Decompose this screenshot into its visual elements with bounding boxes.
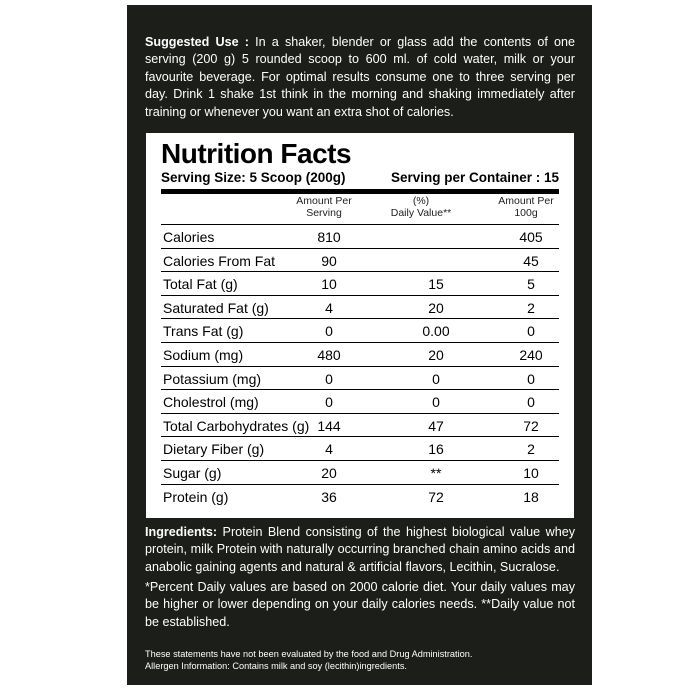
daily-value: 20 bbox=[428, 346, 444, 363]
column-header-line: (%) bbox=[412, 195, 430, 207]
nutrient-label: Protein (g) bbox=[163, 488, 229, 505]
nutrition-facts-box bbox=[146, 133, 574, 518]
per-100g-value: 5 bbox=[527, 276, 535, 293]
per-serving-value: 0 bbox=[325, 323, 333, 340]
nutrient-label: Saturated Fat (g) bbox=[163, 299, 269, 316]
nutrient-label: Total Carbohydrates (g) bbox=[163, 417, 310, 434]
table-row bbox=[161, 271, 559, 295]
table-row bbox=[161, 413, 559, 437]
per-serving-value: 144 bbox=[317, 417, 341, 434]
column-header-line: 100g bbox=[514, 207, 538, 219]
serving-size: Serving Size: 5 Scoop (200g) bbox=[161, 170, 346, 185]
suggested-use-paragraph bbox=[145, 34, 575, 121]
table-row bbox=[161, 248, 559, 272]
per-serving-value: 0 bbox=[325, 394, 333, 411]
column-header-line: Serving bbox=[306, 207, 342, 219]
per-100g-value: 0 bbox=[527, 394, 535, 411]
per-serving-value: 480 bbox=[317, 346, 341, 363]
per-100g-value: 0 bbox=[527, 323, 535, 340]
nutrient-label: Calories bbox=[163, 229, 215, 245]
per-100g-value: 72 bbox=[523, 417, 539, 434]
nutrient-label: Potassium (mg) bbox=[163, 370, 262, 387]
nutrient-label: Total Fat (g) bbox=[163, 276, 238, 293]
suggested-use-label: Suggested Use : bbox=[145, 35, 249, 49]
daily-value: 72 bbox=[428, 488, 444, 505]
daily-value: 20 bbox=[428, 299, 444, 316]
nutrition-rows bbox=[161, 224, 559, 507]
daily-value: 16 bbox=[428, 441, 444, 458]
table-row bbox=[161, 318, 559, 342]
ingredients-paragraph bbox=[145, 524, 575, 576]
ingredients-text: Protein Blend consisting of the highest biological value whey protein, milk Protein with naturally occurring branched chain amino acids and anabolic gaining agents and natural & artificial flavors, Lecithin, Sucralose. bbox=[145, 525, 575, 574]
table-row bbox=[161, 295, 559, 319]
table-row bbox=[161, 224, 559, 248]
per-serving-value: 810 bbox=[317, 229, 341, 245]
column-header-daily-value bbox=[376, 195, 466, 219]
daily-value: 0 bbox=[432, 370, 440, 387]
per-100g-value: 405 bbox=[519, 229, 543, 245]
percent-daily-note: *Percent Daily values are based on 2000 calorie diet. Your daily values may be higher or lower depending on your daily calories needs. **Daily value not be established. bbox=[145, 580, 575, 629]
per-100g-value: 0 bbox=[527, 370, 535, 387]
nutrient-label: Cholestrol (mg) bbox=[163, 394, 259, 411]
nutrient-label: Calories From Fat bbox=[163, 252, 276, 269]
daily-value: 15 bbox=[428, 276, 444, 293]
per-serving-value: 10 bbox=[321, 276, 337, 293]
nutrition-facts-title: Nutrition Facts bbox=[161, 138, 352, 169]
allergen-information: Allergen Information: Contains milk and soy (lecithin)ingredients. bbox=[145, 661, 407, 672]
per-100g-value: 18 bbox=[523, 488, 539, 505]
nutrient-label: Sugar (g) bbox=[163, 464, 222, 481]
table-row bbox=[161, 366, 559, 390]
per-serving-value: 0 bbox=[325, 370, 333, 387]
table-row bbox=[161, 484, 559, 508]
per-serving-value: 4 bbox=[325, 299, 333, 316]
daily-value: ** bbox=[430, 464, 442, 481]
table-row bbox=[161, 436, 559, 460]
per-serving-value: 20 bbox=[321, 464, 337, 481]
per-serving-value: 90 bbox=[321, 252, 337, 269]
daily-value: 47 bbox=[428, 417, 444, 434]
per-100g-value: 240 bbox=[519, 346, 543, 363]
servings-per-container: Serving per Container : 15 bbox=[391, 170, 560, 185]
disclaimer bbox=[145, 648, 575, 672]
fda-statement: These statements have not been evaluated by the food and Drug Administration. bbox=[145, 649, 473, 659]
table-row bbox=[161, 460, 559, 484]
label-panel bbox=[127, 5, 592, 685]
column-header-per-serving bbox=[289, 195, 359, 219]
thick-divider bbox=[161, 189, 559, 194]
per-100g-value: 2 bbox=[527, 441, 535, 458]
daily-value: 0.00 bbox=[422, 323, 450, 340]
suggested-use-text: In a shaker, blender or glass add the contents of one serving (200 g) 5 rounded scoop to 600 ml. of cold water, milk or your favourite beverage. For optimal results consume one to three serving per day. Drink 1 shake 1st think in the morning and shaking immediately after training or whenever you want an extra shot of calories. bbox=[145, 35, 576, 119]
nutrient-label: Sodium (mg) bbox=[163, 346, 244, 363]
column-header-line: Amount Per bbox=[296, 195, 352, 207]
per-100g-value: 2 bbox=[527, 299, 535, 316]
column-header-line: Amount Per bbox=[498, 195, 554, 207]
column-header-per-100g bbox=[491, 195, 561, 219]
nutrient-label: Trans Fat (g) bbox=[163, 323, 244, 340]
nutrient-label: Dietary Fiber (g) bbox=[163, 441, 265, 458]
column-header-line: Daily Value** bbox=[390, 207, 452, 219]
table-row bbox=[161, 342, 559, 366]
per-100g-value: 10 bbox=[523, 464, 539, 481]
per-100g-value: 45 bbox=[523, 252, 539, 269]
per-serving-value: 4 bbox=[325, 441, 333, 458]
ingredients-label: Ingredients: bbox=[145, 525, 218, 539]
table-row bbox=[161, 389, 559, 413]
daily-value: 0 bbox=[432, 394, 440, 411]
per-serving-value: 36 bbox=[321, 488, 337, 505]
